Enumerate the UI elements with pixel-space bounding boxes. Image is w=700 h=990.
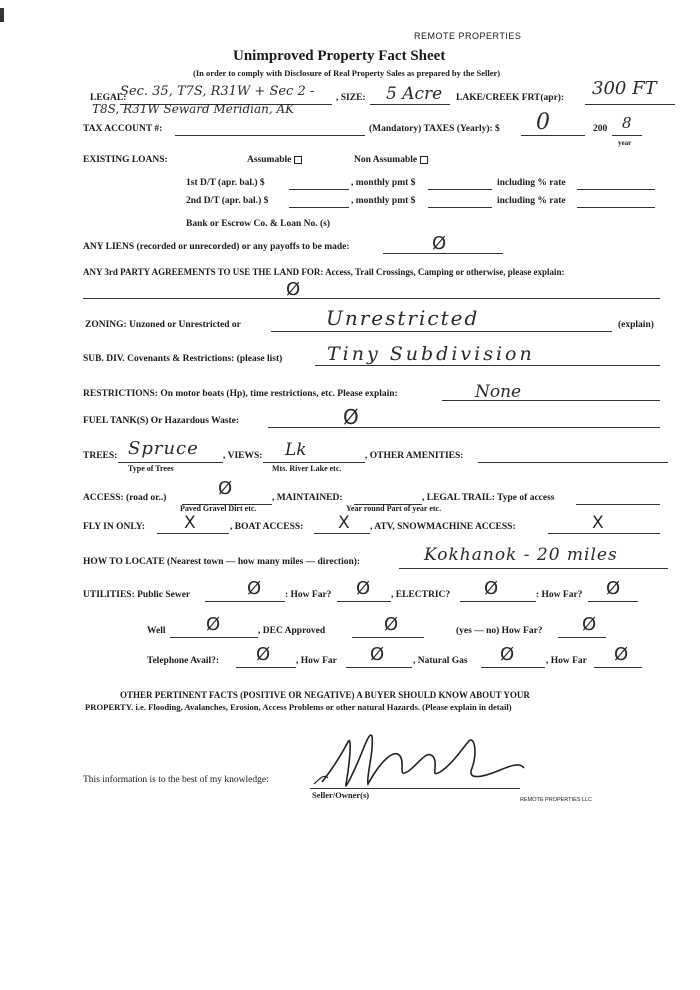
first-pmt-label: , monthly pmt $ — [351, 178, 416, 188]
yes-no-value: Ø — [582, 614, 597, 635]
gas-label: , Natural Gas — [413, 656, 468, 666]
telephone-far-value: Ø — [370, 644, 385, 665]
access-caption: Paved Gravel Dirt etc. — [180, 504, 257, 513]
well-value: Ø — [206, 614, 221, 635]
assumable-label: Assumable — [247, 155, 292, 165]
taxes-label: (Mandatory) TAXES (Yearly): $ — [369, 124, 500, 134]
trees-line — [118, 462, 223, 463]
zoning-explain: (explain) — [618, 320, 654, 330]
locate-line — [399, 568, 668, 569]
boat-access-value: X — [338, 513, 350, 533]
gas-far-label: , How Far — [546, 656, 587, 666]
fuel-value: Ø — [343, 405, 359, 429]
views-value: Lk — [285, 440, 307, 460]
dec-line — [352, 637, 424, 638]
tax-year-prefix: 200 — [593, 124, 608, 134]
telephone-far-label: , How Far — [296, 656, 337, 666]
well-label: Well — [147, 626, 166, 636]
first-dt-line — [289, 189, 349, 190]
subdiv-value: Tiny Subdivision — [327, 343, 535, 365]
electric-label: , ELECTRIC? — [391, 590, 451, 600]
amenities-label: , OTHER AMENITIES: — [365, 451, 464, 461]
fly-in-line — [157, 533, 229, 534]
tax-year-line — [612, 135, 642, 136]
boat-access-line — [314, 533, 370, 534]
pertinent-line-1: OTHER PERTINENT FACTS (POSITIVE OR NEGATIVE) A BUYER SHOULD KNOW ABOUT YOUR — [120, 690, 530, 700]
signature-scribble — [310, 722, 540, 802]
electric-how-far-label: : How Far? — [536, 590, 583, 600]
subdiv-line — [315, 365, 660, 366]
trees-label: TREES: — [83, 451, 118, 461]
second-rate-label: including % rate — [497, 196, 566, 206]
electric-how-far-line — [588, 601, 638, 602]
legal-value-1: Sec. 35, T7S, R31W + Sec 2 - — [120, 84, 315, 99]
company-stamp: REMOTE PROPERTIES LLC — [520, 797, 593, 803]
sewer-how-far-label: : How Far? — [285, 590, 332, 600]
size-label: , SIZE: — [336, 93, 366, 103]
zoning-value: Unrestricted — [326, 306, 480, 330]
maintained-caption: Year round Part of year etc. — [346, 504, 442, 513]
second-dt-label: 2nd D/T (apr. bal.) $ — [186, 196, 269, 206]
knowledge-label: This information is to the best of my knowledge: — [83, 775, 269, 785]
views-caption: Mts. River Lake etc. — [272, 464, 342, 473]
second-pmt-label: , monthly pmt $ — [351, 196, 416, 206]
owner-caption: Seller/Owner(s) — [312, 790, 370, 800]
atv-access-value: X — [592, 513, 604, 533]
amenities-line — [478, 462, 668, 463]
views-label: , VIEWS: — [223, 451, 263, 461]
zoning-line — [271, 331, 612, 332]
assumable-box[interactable] — [294, 156, 302, 164]
electric-value: Ø — [484, 578, 499, 599]
sewer-how-far-line — [337, 601, 391, 602]
telephone-line — [236, 667, 296, 668]
atv-access-line — [548, 533, 660, 534]
loans-label: EXISTING LOANS: — [83, 155, 168, 165]
legal-trail-label: , LEGAL TRAIL: Type of access — [422, 493, 555, 503]
dec-label: , DEC Approved — [258, 626, 326, 636]
bank-label: Bank or Escrow Co. & Loan No. (s) — [186, 219, 331, 229]
zoning-label: ZONING: Unzoned or Unrestricted or — [85, 320, 241, 330]
tax-account-label: TAX ACCOUNT #: — [83, 124, 163, 134]
non-assumable-checkbox[interactable] — [354, 155, 428, 165]
non-assumable-label: Non Assumable — [354, 155, 418, 165]
yes-no-label: (yes — no) How Far? — [456, 626, 543, 636]
third-party-line — [83, 298, 660, 299]
electric-how-far-value: Ø — [606, 578, 621, 599]
telephone-value: Ø — [256, 644, 271, 665]
utilities-label: UTILITIES: Public Sewer — [83, 590, 191, 600]
sewer-line — [205, 601, 285, 602]
third-party-label: ANY 3rd PARTY AGREEMENTS TO USE THE LAND FOR: Access, Trail Crossings, Camping or otherwise, please explain: — [83, 267, 565, 277]
frontage-value: 300 FT — [592, 78, 657, 99]
fly-in-value: X — [184, 513, 196, 533]
views-line — [263, 462, 365, 463]
fuel-label: FUEL TANK(S) Or Hazardous Waste: — [83, 416, 240, 426]
scan-mark — [0, 8, 4, 22]
third-party-value: Ø — [286, 279, 301, 300]
frontage-label: LAKE/CREEK FRT(apr): — [456, 93, 565, 103]
trees-caption: Type of Trees — [128, 464, 174, 473]
tax-account-line — [175, 135, 365, 136]
frontage-line — [585, 104, 675, 105]
page-subtitle: (In order to comply with Disclosure of Real Property Sales as prepared by the Seller) — [193, 68, 501, 78]
first-pmt-line — [428, 189, 492, 190]
locate-value: Kokhanok - 20 miles — [424, 545, 618, 565]
well-line — [170, 637, 258, 638]
access-value: Ø — [218, 478, 233, 499]
second-pmt-line — [428, 207, 492, 208]
gas-far-line — [594, 667, 642, 668]
locate-label: HOW TO LOCATE (Nearest town — how many miles — direction): — [83, 557, 361, 567]
gas-line — [481, 667, 545, 668]
atv-access-label: , ATV, SNOWMACHINE ACCESS: — [370, 522, 516, 532]
liens-value: Ø — [432, 233, 447, 254]
fuel-line — [268, 427, 660, 428]
tax-year-caption: year — [618, 139, 632, 147]
legal-trail-line — [576, 504, 660, 505]
size-line — [370, 104, 450, 105]
first-rate-label: including % rate — [497, 178, 566, 188]
gas-value: Ø — [500, 644, 515, 665]
pertinent-line-2: PROPERTY. i.e. Flooding, Avalanches, Erosion, Access Problems or other natural Hazards. (Please explain in detail) — [85, 702, 512, 712]
telephone-far-line — [346, 667, 412, 668]
liens-label: ANY LIENS (recorded or unrecorded) or any payoffs to be made: — [83, 242, 350, 252]
assumable-checkbox[interactable] — [247, 155, 302, 165]
page-title: Unimproved Property Fact Sheet — [233, 48, 446, 64]
dec-value: Ø — [384, 614, 399, 635]
yes-no-line — [558, 637, 606, 638]
sewer-how-far-value: Ø — [356, 578, 371, 599]
taxes-value: 0 — [536, 110, 550, 135]
boat-access-label: , BOAT ACCESS: — [230, 522, 304, 532]
gas-far-value: Ø — [614, 644, 629, 665]
trees-value: Spruce — [128, 438, 199, 459]
electric-line — [460, 601, 536, 602]
first-dt-label: 1st D/T (apr. bal.) $ — [186, 178, 265, 188]
restrictions-value: None — [475, 382, 522, 402]
telephone-label: Telephone Avail?: — [147, 656, 220, 666]
restrictions-label: RESTRICTIONS: On motor boats (Hp), time restrictions, etc. Please explain: — [83, 389, 398, 399]
subdiv-label: SUB. DIV. Covenants & Restrictions: (please list) — [83, 354, 283, 364]
legal-value-2: T8S, R31W Seward Meridian, AK — [92, 102, 295, 116]
tax-year-value: 8 — [622, 114, 632, 132]
second-rate-line — [577, 207, 655, 208]
second-dt-line — [289, 207, 349, 208]
non-assumable-box[interactable] — [420, 156, 428, 164]
first-rate-line — [577, 189, 655, 190]
legal-label: LEGAL: — [90, 93, 127, 103]
sewer-value: Ø — [247, 578, 262, 599]
maintained-label: , MAINTAINED: — [272, 493, 343, 503]
taxes-line — [521, 135, 585, 136]
access-label: ACCESS: (road or..) — [83, 493, 167, 503]
company-header: REMOTE PROPERTIES — [414, 31, 522, 41]
size-value: 5 Acre — [386, 84, 443, 104]
fly-in-label: FLY IN ONLY: — [83, 522, 145, 532]
